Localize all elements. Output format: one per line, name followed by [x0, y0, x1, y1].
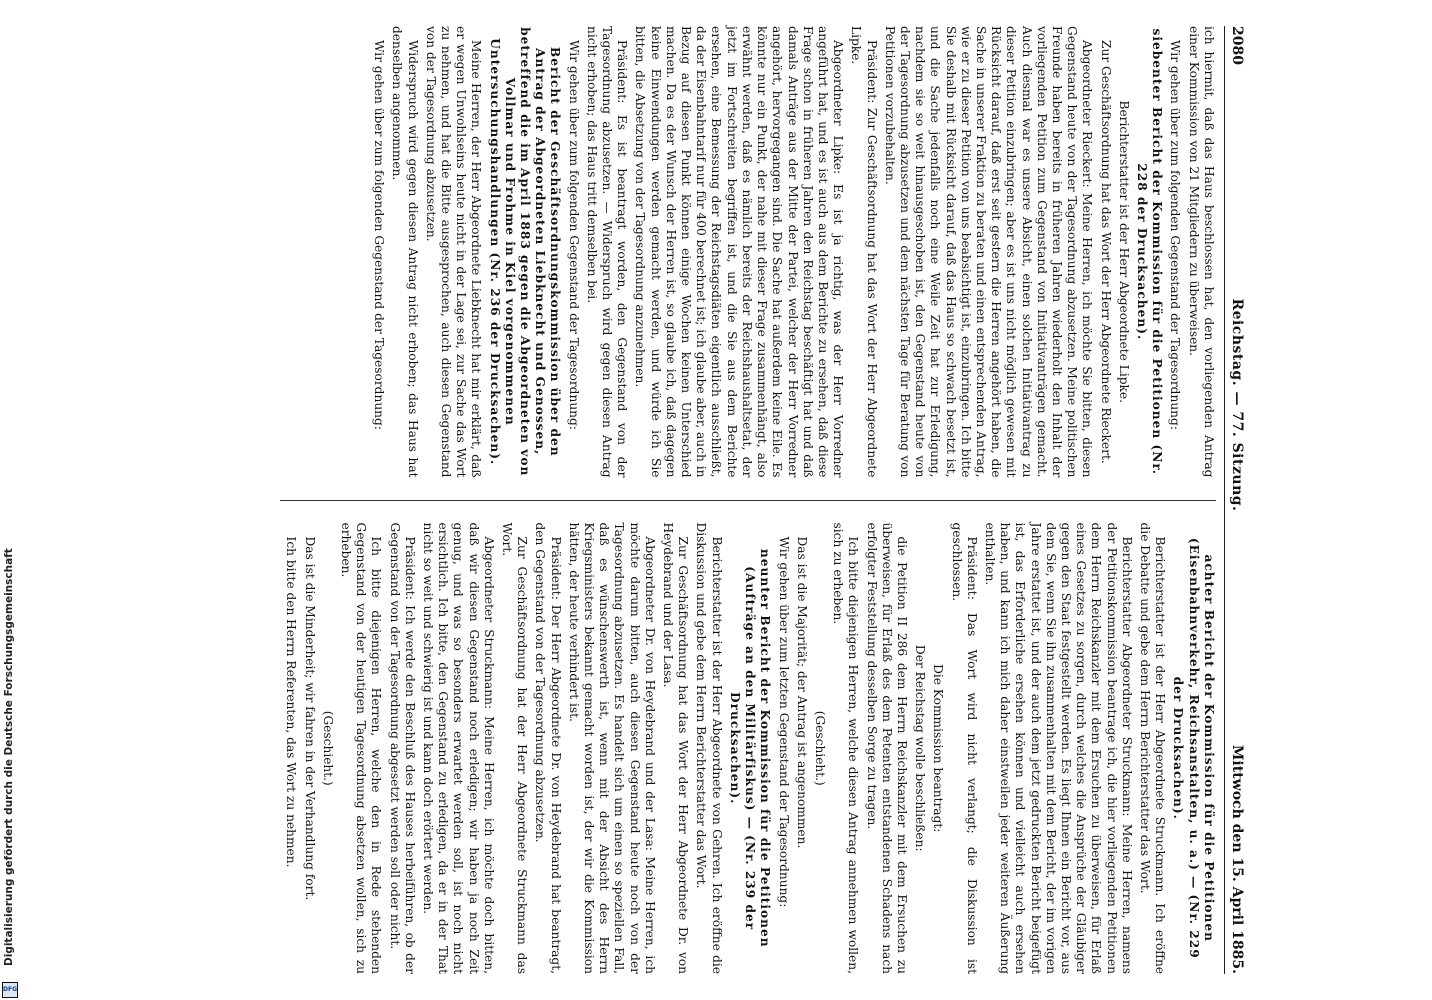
- page-date: Mittwoch den 15. April 1885.: [1229, 744, 1245, 974]
- paragraph: Die Kommission beantragt:: [931, 664, 946, 833]
- page-header: [1224, 26, 1244, 974]
- paragraph: Widerspruch wird gegen diesen Antrag nicht erhoben; das Haus hat denselben angenommen.: [390, 26, 420, 478]
- agenda-heading: neunter Bericht der Kommission für die Petitionen (Aufträge an den Militärfiskus) — (Nr. 239 der Drucksachen).: [727, 548, 773, 948]
- paragraph: Wir gehen über zum folgenden Gegenstand der Tagesordnung:: [372, 40, 387, 430]
- agenda-heading: Bericht der Geschäftsordnungskommission über den Antrag der Abgeordneten Liebknecht und Genossen, betreffend die im April 1883 gegen die Abgeordneten von Vollmar und Frohme in Kiel vorgenommenen Untersuchungshandlungen (Nr. 236 der Drucksachen).: [487, 27, 563, 477]
- paragraph: Der Reichstag wolle beschließen:: [913, 644, 928, 852]
- column-divider: [280, 500, 1216, 501]
- paragraph: Zur Geschäftsordnung hat der Herr Abgeordnete Struckmann das Wort.: [500, 522, 530, 974]
- paragraph: Zur Geschäftsordnung hat das Wort der Herr Abgeordnete Rieckert.: [1098, 40, 1113, 464]
- paragraph: Präsident: Das Wort wird nicht verlangt; die Diskussion ist geschlossen.: [949, 522, 979, 974]
- left-column: [280, 26, 1216, 478]
- paragraph: Wir gehen über zum folgenden Gegenstand der Tagesordnung:: [1168, 40, 1183, 430]
- paragraph: (Geschieht.): [812, 710, 827, 786]
- dfg-logo-icon: DFG: [2, 982, 18, 998]
- paragraph: Abgeordneter Rieckert: Meine Herren, ich möchte Sie bitten, diesen Gegenstand heute von der Tagesordnung abzusetzen. Meine politischen Freunde haben bereits in früheren Jahren wiederholt den Inhalt der vorliegenden Petition zum Gegenstand von Initiativanträgen gemacht. Auch diesmal war es unsere Absicht, einen solchen Initiativantrag zu dieser Petition einzubringen; aber es ist uns nicht möglich gewesen mit Rücksicht darauf, daß erst seit gestern die Herren angehört haben, die Sache in unserer Fraktion zu beraten und einen entsprechenden Antrag, wie er zu dieser Petition von uns beabsichtigt ist, einzubringen. Ich bitte Sie deshalb mit Rücksicht darauf, daß das Haus so schwach besetzt ist, und die Sache jedenfalls noch eine Weile Zeit hat zur Erledigung, nachdem sie so weit hinausgeschoben ist, den Gegenstand heute von der Tagesordnung abzusetzen und dem nächsten Tage für Beratung von Petitionen vorzubehalten.: [882, 26, 1095, 478]
- paragraph: die Petition II 286 dem Herrn Reichskanzler mit dem Ersuchen zu überweisen, für Erlaß des dem Petenten entstandenen Schadens nach erfolgter Feststellung desselben Sorge zu tragen.: [864, 522, 909, 974]
- paragraph: Meine Herren, der Herr Abgeordnete Liebknecht hat mir erklärt, daß er wegen Unwohlseins heute nicht in der Lage sei, zur Sache das Wort zu nehmen, und hat die Bitte ausgesprochen, auch diesen Gegenstand von der Tagesordnung abzusetzen.: [423, 26, 484, 478]
- paragraph: Abgeordneter Dr. von Heydebrand und der Lasa: Meine Herren, ich möchte darum bitten, auch diesen Gegenstand heute noch von der Tagesordnung abzusetzen. Es handelt sich um einen so speziellen Fall, daß es wünschenswerth ist, wenn mit der Absicht des Herrn Kriegsministers bekannt gemacht worden ist, der wir die Kommission hätten, der heute verhindert ist.: [566, 522, 657, 974]
- paragraph: Berichterstatter Abgeordneter Struckmann: Meine Herren, namens der Petitionskommission beantrage ich, die hier vorliegenden Petitionen dem Herrn Reichskanzler mit dem Ersuchen zu überweisen, für Erlaß eines Gesetzes zu sorgen, durch welches die Ansprüche der Gläubiger gegen den Staat festgestellt werden. Es liegt Ihnen ein Bericht vor, aus dem Sie, wenn Sie ihn zusammenhalten mit dem Bericht, der im vorigen Jahre erstattet ist, und der auch dem jetzt gedruckten Bericht beigefügt ist, das Erforderliche ersehen können und vielleicht auch ersehen haben, und kann ich mich daher einstweilen jeder weiteren Äußerung enthalten.: [982, 522, 1134, 974]
- agenda-heading: siebenter Bericht der Kommission für die Petitionen (Nr. 228 der Drucksachen).: [1134, 28, 1165, 475]
- page-number: 2080: [1229, 26, 1245, 65]
- paragraph: Präsident: Zur Geschäftsordnung hat das Wort der Herr Abgeordnete Lipke.: [849, 26, 879, 478]
- paragraph: (Geschieht.): [320, 710, 335, 786]
- right-column: [280, 523, 1216, 975]
- agenda-heading: achter Bericht der Kommission für die Petitionen (Eisenbahnverkehr, Reichsanstalten, u. a.) — (Nr. 229 der Drucksachen).: [1171, 537, 1216, 959]
- paragraph: Das ist die Majorität; der Antrag ist angenommen.: [794, 536, 809, 849]
- paragraph: Wir gehen über zum folgenden Gegenstand der Tagesordnung:: [566, 40, 581, 430]
- paragraph: Präsident: Ich werde den Beschluß des Hauses herbeiführen, ob der Gegenstand von der Tagesordnung abgesetzt werden soll oder nicht.: [387, 522, 417, 974]
- text-columns: [280, 26, 1216, 974]
- paragraph: Berichterstatter ist der Herr Abgeordnete Struckmann. Ich eröffne die Debatte und gebe dem Herrn Berichterstatter das Wort.: [1137, 522, 1168, 974]
- dfg-credit-bar: [0, 0, 22, 1000]
- paragraph: Abgeordneter Lipke: Es ist ja richtig, was der Herr Vorredner angeführt hat, und es ist auch aus dem Berichte zu ersehen, daß diese Frage schon in früheren Jahren den Reichstag beschäftigt hat und daß damals Anträge aus der Mitte der Partei, welcher der Herr Vorredner angehört, hervorgegangen sind. Die Sache hat außerdem keine Eile. Es könnte nur ein Punkt, der nahe mit dieser Frage zusammenhängt, also erwähnt werden, daß es nämlich bereits der Reichshaushaltsetat, der jetzt im Fortschreiten begriffen ist, und die Sie aus dem Berichte ersehen, eine Bemessung der Reichstagsdiäten eigentlich ausschließt, da der Eisenbahntarif nur für 400 berechnet ist; ich glaube aber, auch in Bezug auf diesen Punkt können einige Wochen keinen Unterschied machen. Da es der Wunsch der Herren ist, so glaube ich, daß dagegen keine Einwendungen werden gemacht werden, und würde ich Sie bitten, die Absetzung von der Tagesordnung anzunehmen.: [633, 26, 846, 478]
- paragraph: ich hiermit, daß das Haus beschlossen hat, den vorliegenden Antrag einer Kommission von 21 Mitgliedern zu überweisen.: [1186, 26, 1216, 478]
- paragraph: Präsident: Der Herr Abgeordnete Dr. von Heydebrand hat beantragt, den Gegenstand von der Tagesordnung abzusetzen.: [533, 522, 563, 974]
- paragraph: Wir gehen über zum letzten Gegenstand der Tagesordnung:: [776, 536, 791, 908]
- paragraph: Ich bitte den Herrn Referenten, das Wort zu nehmen.: [284, 536, 299, 868]
- paragraph: Ich bitte diejenigen Herren, welche den in Rede stehenden Gegenstand von der heutigen Tagesordnung absetzen wollen, sich zu erheben.: [339, 522, 384, 974]
- paragraph: Ich bitte diejenigen Herren, welche diesen Antrag annehmen wollen, sich zu erheben.: [831, 522, 861, 974]
- paragraph: Präsident: Es ist beantragt worden, den Gegenstand von der Tagesordnung abzusetzen. — Widerspruch wird gegen diesen Antrag nicht erhoben; das Haus tritt demselben bei.: [584, 26, 630, 478]
- paragraph: Abgeordneter Struckmann: Meine Herren, ich möchte doch bitten, daß wir diesen Gegenstand noch erledigen; wir haben ja noch Zeit genug, und was so besonders erwartet werden soll, ist noch nicht ersichtlich. Ich bitte, den Gegenstand zu erledigen, da er in der That nicht so weit und schwierig ist und kann doch erörtert werden.: [421, 522, 496, 974]
- page-title: Reichstag. — 77. Sitzung.: [1229, 298, 1245, 512]
- paragraph: Berichterstatter ist der Herr Abgeordnete Lipke.: [1116, 100, 1131, 404]
- paragraph: Das ist die Minderheit; wir fahren in der Verhandlung fort.: [302, 536, 317, 901]
- paragraph: Zur Geschäftsordnung hat das Wort der Herr Abgeordnete Dr. von Heydebrand und der Lasa.: [661, 522, 691, 974]
- dfg-credit-text: Digitalisierung gefördert durch die Deutsche Forschungsgemeinschaft: [3, 548, 15, 966]
- paragraph: Berichterstatter ist der Herr Abgeordnete von Gehren. Ich eröffne die Diskussion und gebe dem Herrn Berichterstatter das Wort.: [694, 522, 724, 974]
